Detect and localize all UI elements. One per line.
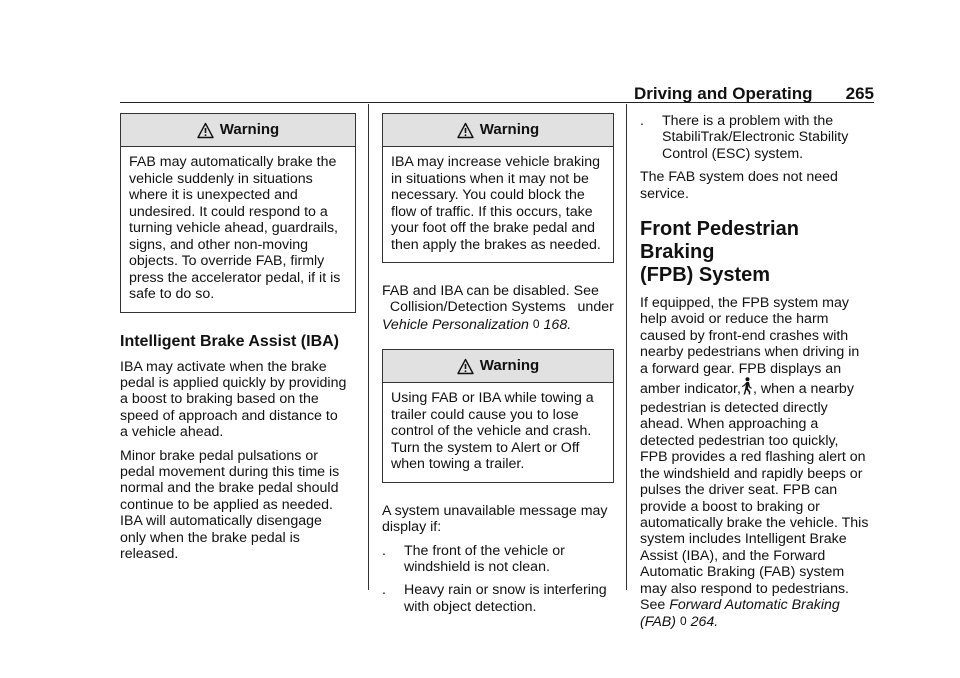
paragraph-unavailable [382,503,614,536]
text-line: StabiliTrak/Electronic Stability [662,129,849,146]
text-line: undesired. It could respond to a [129,203,328,220]
reference-page: 264 [690,614,715,631]
paragraph-fpb [640,295,876,631]
text-line: objects. To override FAB, firmly [129,253,325,269]
column-3 [640,113,876,631]
paragraph-disable [382,283,614,333]
text-line: Assist (IBA), and the Forward [640,547,826,564]
text-line: speed of approach and distance to [120,407,338,424]
text-line: automatically brake the vehicle. This [640,514,869,531]
text-line: pedal movement during this time is [120,463,340,480]
list-item [382,543,614,576]
text-line: your foot off the brake pedal and [391,220,596,236]
heading-line: (FPB) System [640,264,771,287]
bullet-mark: . [382,582,386,599]
text-line: trailer could cause you to lose [391,406,579,423]
text-line: A system unavailable message may [382,502,608,519]
text-line: a vehicle ahead. [120,424,224,441]
text-line: vehicle suddenly in situations [129,170,313,187]
text-line: only when the brake pedal is [120,529,300,546]
warning-body [383,147,613,262]
warning-label: Warning [479,120,540,138]
warning-body [121,147,355,312]
list-item [382,582,614,615]
column-divider-1 [368,104,369,590]
warning-header [383,114,613,147]
text-line: system includes Intelligent Brake [640,531,847,548]
page-ref-arrow-icon: 0 [532,316,540,331]
text-line: Automatic Braking (FAB) system [640,564,845,581]
text-fragment: , when a nearby [752,381,854,398]
section-heading-fpb [640,218,876,287]
punctuation: . [714,614,719,631]
text-line: Heavy rain or snow is interfering [404,582,607,599]
page-number: 265 [845,84,874,103]
section-heading-iba: Intelligent Brake Assist (IBA) [120,332,340,350]
cross-reference[interactable] [382,316,614,333]
list-item [640,113,876,162]
text-line: IBA may increase vehicle braking [391,154,600,170]
paragraph [120,359,356,441]
paragraph [640,169,876,202]
text-line: caused by front-end crashes with [640,327,849,344]
text-line: pedestrian is detected directly [640,400,828,417]
cross-reference[interactable] [640,613,876,630]
warning-box-iba [382,113,614,263]
paragraph [120,448,356,563]
warning-header [383,350,613,383]
reference-title: Forward Automatic Braking [669,596,840,613]
text-fragment: amber indicator, [640,381,741,398]
text-line: Using FAB or IBA while towing a [391,390,594,407]
warning-triangle-icon [457,358,474,375]
pedestrian-icon [741,377,753,395]
warning-body [383,383,613,482]
text-line: a boost to braking based on the [120,391,319,408]
page-header-title: Driving and Operating [634,84,813,103]
text-line: Collision/Detection Systems under [382,299,614,316]
text-line: nearby pedestrians when driving in [640,344,860,361]
text-line: There is a problem with the [662,113,834,129]
text-line: ahead. When approaching a [640,416,819,433]
text-line: display if: [382,519,442,536]
text-line: signs, and other non-moving [129,236,309,253]
heading-line: Front Pedestrian Braking [640,218,799,264]
reference-page: 168 [543,316,568,333]
bullet-mark: . [640,113,644,129]
text-line: then apply the brakes as needed. [391,236,601,253]
page-header [634,84,874,102]
page-ref-arrow-icon: 0 [679,614,687,629]
text-line: press the accelerator pedal, if it is [129,269,341,286]
text-line: the windshield and rapidly beeps or [640,465,863,482]
reference-title: (FAB) [640,614,676,631]
warning-box-towing [382,349,614,483]
warning-triangle-icon [197,122,214,139]
text-line: The front of the vehicle or [404,542,565,559]
text-line: Control (ESC) system. [662,145,804,162]
reference-title: Vehicle Personalization [382,316,529,333]
text-line: detected pedestrian too quickly, [640,432,839,449]
column-1 [120,113,356,562]
text-line: pulses the driver seat. FPB can [640,482,838,499]
text-line: Minor brake pedal pulsations or [120,447,318,464]
warning-box-fab [120,113,356,313]
column-2 [382,113,614,615]
text-line: control of the vehicle and crash. [391,423,592,440]
text-line: normal and the brake pedal should [120,480,339,497]
text-line: safe to do so. [129,286,215,302]
text-fragment: See [640,596,670,613]
bullet-mark: . [382,542,386,559]
text-line: in situations when it may not be [391,170,589,187]
text-line: continue to be applied as needed. [120,496,333,513]
text-line [640,377,876,400]
warning-header [121,114,355,147]
text-line: The FAB system does not need [640,169,838,186]
text-line: turning vehicle ahead, guardrails, [129,220,339,236]
warning-label: Warning [219,120,280,138]
text-line: If equipped, the FPB system may [640,295,849,312]
text-line: IBA may activate when the brake [120,358,327,375]
text-line: necessary. You could block the [391,187,585,203]
text-line: released. [120,545,179,562]
warning-triangle-icon [457,122,474,139]
text-line: pedal is applied quickly by providing [120,374,347,391]
header-rule [120,102,874,103]
warning-label: Warning [479,357,540,375]
text-line: FPB provides a red flashing alert on [640,449,866,466]
text-line: windshield is not clean. [404,558,550,575]
text-line: with object detection. [404,598,537,615]
cross-reference[interactable] [640,597,876,613]
text-line: FAB and IBA can be disabled. See [382,283,599,299]
text-line: flow of traffic. If this occurs, take [391,203,593,220]
text-line: help avoid or reduce the harm [640,311,829,328]
text-line: may also respond to pedestrians. [640,580,849,597]
punctuation: . [567,316,572,333]
text-line: where it is unexpected and [129,187,298,203]
text-line: a forward gear. FPB displays an [640,360,842,377]
text-line: FAB may automatically brake the [129,154,337,170]
text-line: provide a boost to braking or [640,498,820,515]
text-line: when towing a trailer. [391,456,525,473]
text-line: IBA will automatically disengage [120,513,322,530]
column-divider-2 [626,104,627,590]
text-line: service. [640,185,689,202]
text-line: Turn the system to Alert or Off [391,439,580,456]
